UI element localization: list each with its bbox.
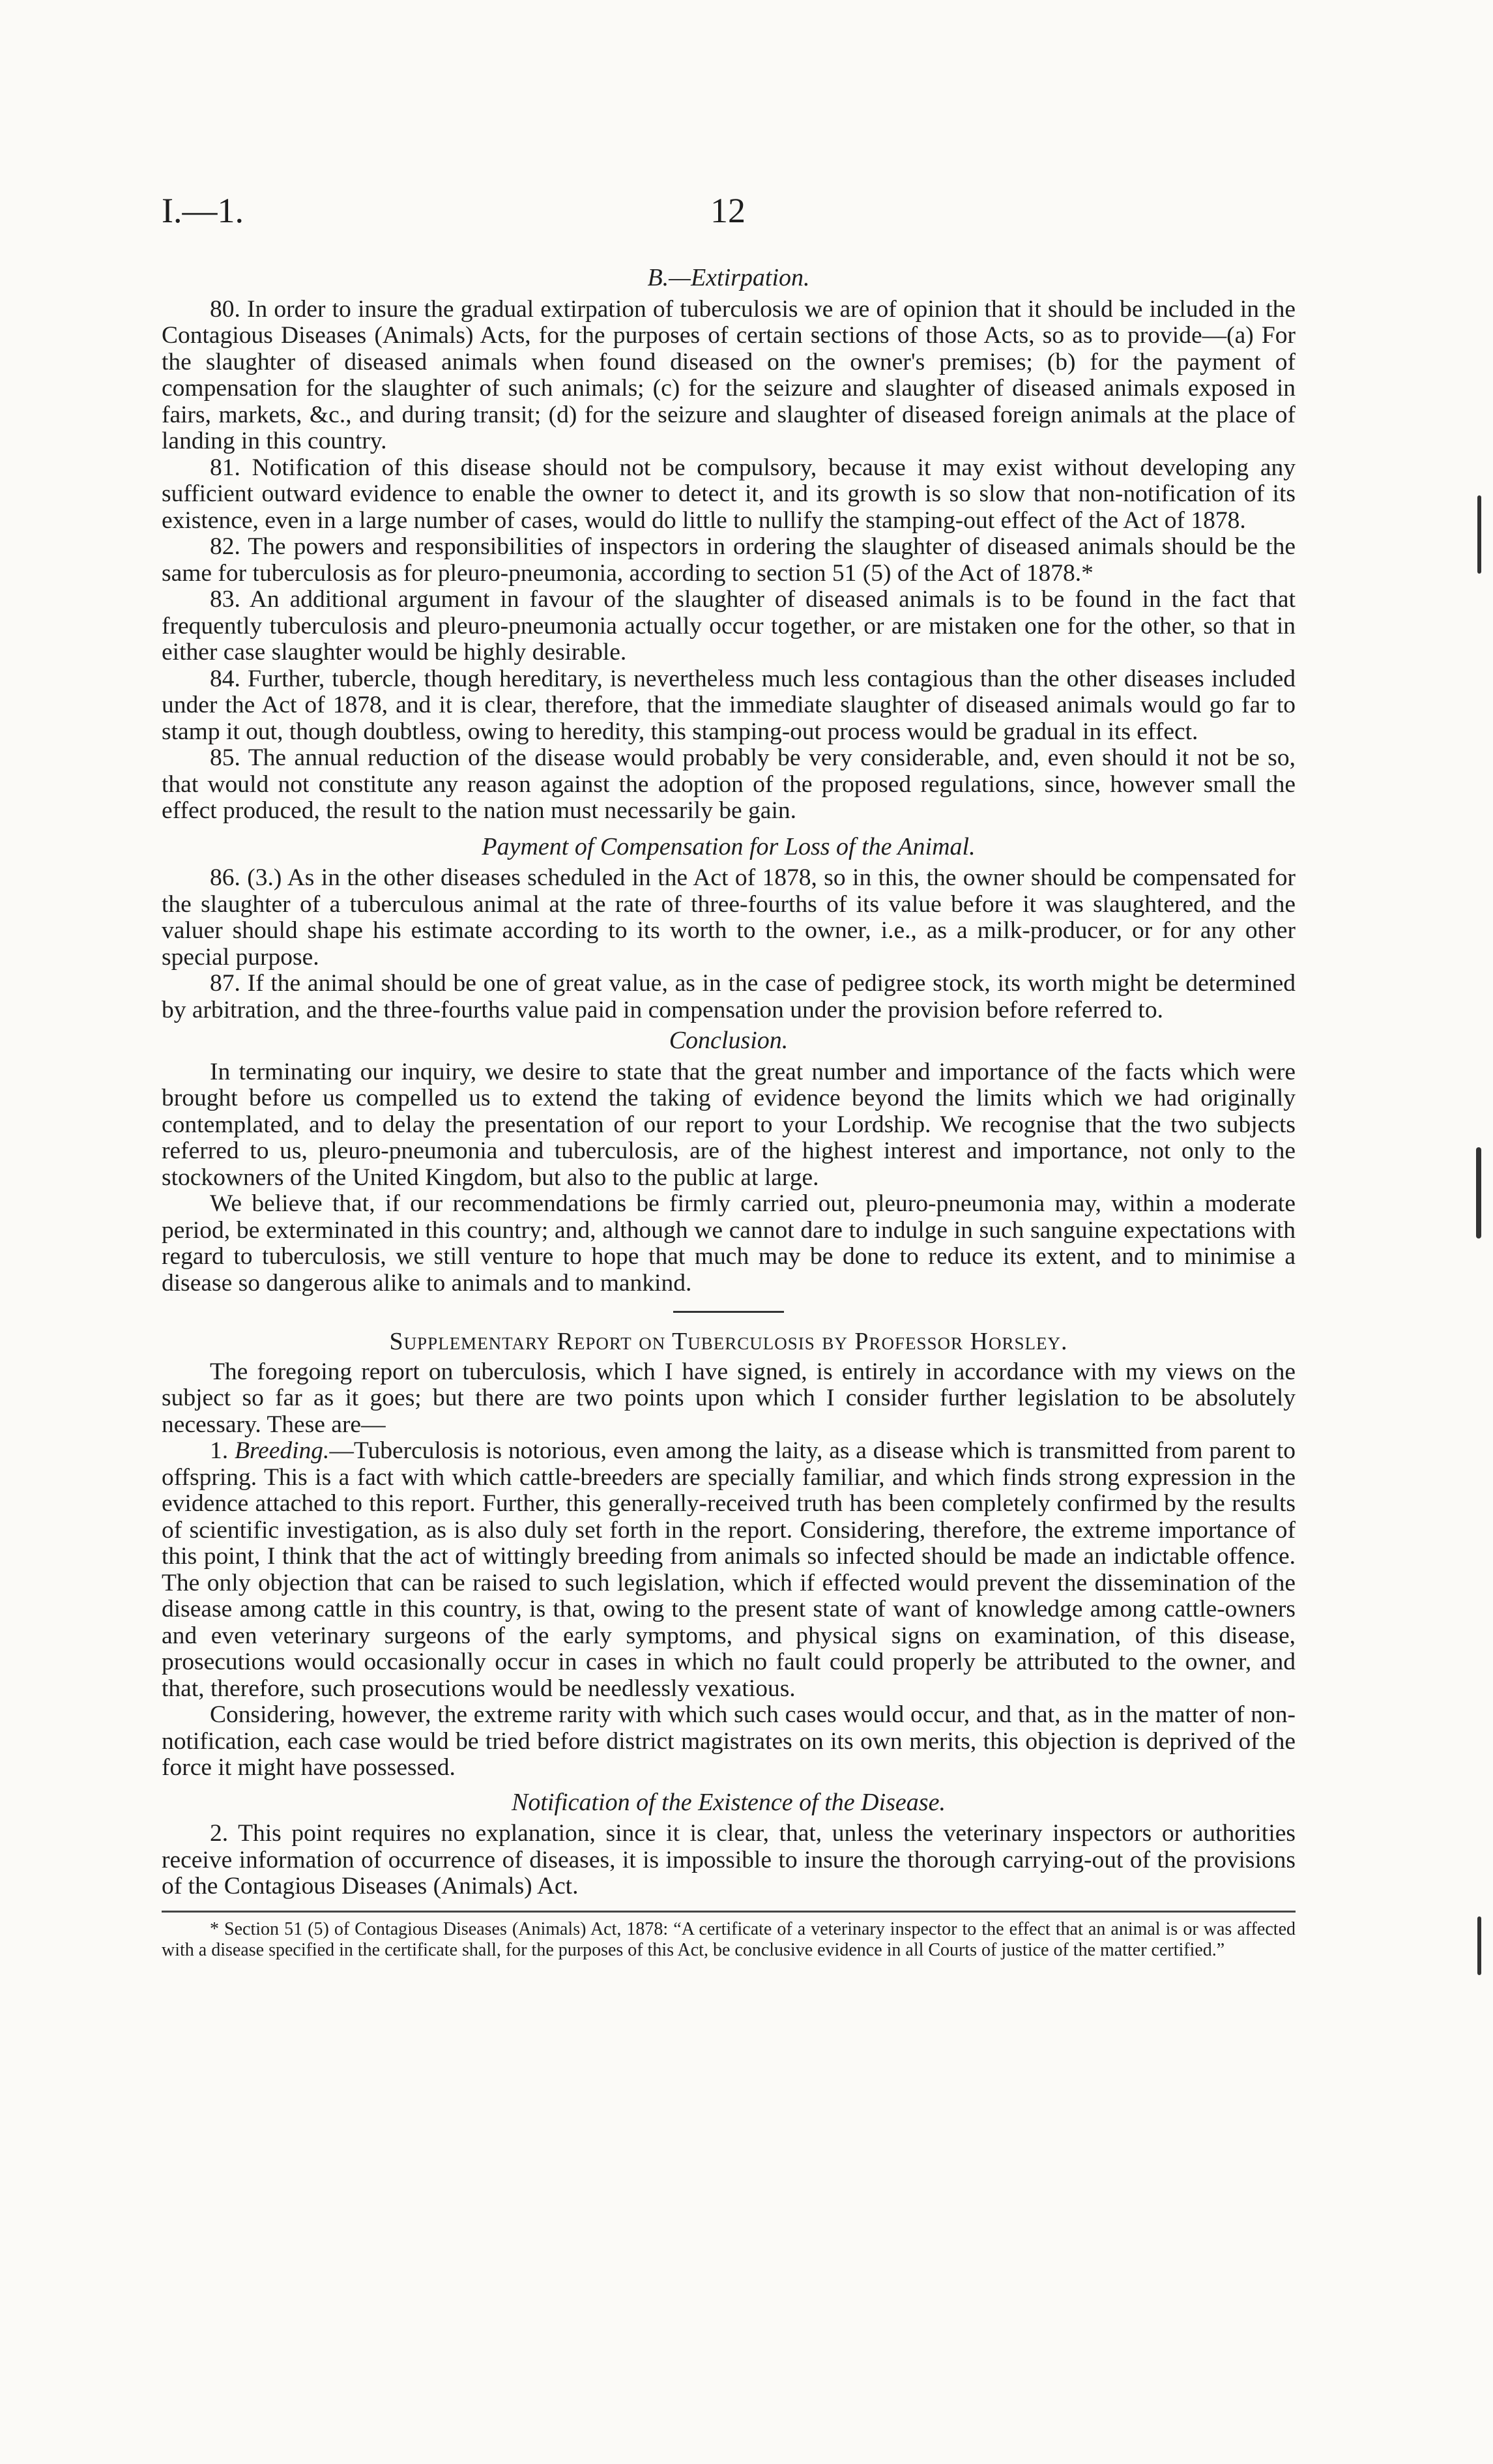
document-reference: I.—1. xyxy=(162,191,244,230)
breeding-label: Breeding. xyxy=(234,1437,330,1464)
conclusion-paragraph-1: In terminating our inquiry, we desire to state that the great number and importance of the facts which were brought before us compelled us to extend the taking of evidence beyond the limits which we had originally contemplated, and to delay the presentation of our report to your Lordship. We recognise that the two subjects referred to us, pleuro-pneumonia and tuberculosis, are of the highest interest and importance, not only to the stockowners of the United Kingdom, but also to the public at large. xyxy=(162,1058,1296,1191)
page-number: 12 xyxy=(710,191,746,230)
footnote-rule xyxy=(162,1911,1296,1913)
conclusion-paragraph-2: We believe that, if our recommendations be firmly carried out, pleuro-pneumonia may, within a moderate period, be exterminated in this country; and, although we cannot dare to indulge in such sanguine expectations with regard to tuberculosis, we still venture to hope that much may be done to reduce its extent, and to minimise a disease so dangerous alike to animals and to mankind. xyxy=(162,1190,1296,1297)
breeding-text: Tuberculosis is notorious, even among the laity, as a disease which is transmitted from parent to offspring. This is a fact with which cattle-breeders are specially familiar, and which finds strong expression in the evidence attached to this report. Further, this generally-received truth has been completely confirmed by the results of scientific investigation, as is also duly set forth in the report. Considering, therefore, the extreme importance of this point, I think that the act of wittingly breeding from animals so infected should be made an indictable offence. The only objection that can be raised to such legislation, which if effected would prevent the dissemination of the disease among cattle in this country, is that, owing to the present state of want of knowledge among cattle-owners and even veterinary surgeons of the early symptoms, and physical signs on examination, of this disease, prosecutions would occasionally occur in cases in which no fault could properly be attributed to the owner, and that, therefore, such prosecutions would be needlessly vexatious. xyxy=(162,1437,1296,1702)
paragraph-83: 83. An additional argument in favour of the slaughter of diseased animals is to be found in the fact that frequently tuberculosis and pleuro-pneumonia actually occur together, or are mistaken one for the other, so that in either case slaughter would be highly desirable. xyxy=(162,586,1296,666)
paragraph-87: 87. If the animal should be one of great value, as in the case of pedigree stock, its worth might be determined by arbitration, and the three-fourths value paid in compensation under the provision before referred to. xyxy=(162,970,1296,1023)
scan-edge-mark xyxy=(1477,1916,1481,1975)
section-heading-compensation: Payment of Compensation for Loss of the Animal. xyxy=(482,832,976,860)
section-heading-extirpation: B.—Extirpation. xyxy=(647,264,810,291)
scan-edge-mark xyxy=(1477,495,1481,574)
section-divider xyxy=(673,1311,784,1313)
breeding-paragraph: 1. Breeding.—Tuberculosis is notorious, even among the laity, as a disease which is transmitted from parent to offspring. This is a fact with which cattle-breeders are specially familiar, and which finds strong expression in the evidence attached to this report. Further, this generally-received truth has been completely confirmed by the results of scientific investigation, as is also duly set forth in the report. Considering, therefore, the extreme importance of this point, I think that the act of wittingly breeding from animals so infected should be made an indictable offence. The only objection that can be raised to such legislation, which if effected would prevent the dissemination of the disease among cattle in this country, is that, owing to the present state of want of knowledge among cattle-owners and even veterinary surgeons of the early symptoms, and physical signs on examination, of this disease, prosecutions would occasionally occur in cases in which no fault could properly be attributed to the owner, and that, therefore, such prosecutions would be needlessly vexatious. xyxy=(162,1437,1296,1702)
supplementary-intro-paragraph: The foregoing report on tuberculosis, which I have signed, is entirely in accordance with my views on the subject so far as it goes; but there are two points upon which I consider further legislation to be absolutely necessary. These are— xyxy=(162,1358,1296,1438)
section-heading-notification: Notification of the Existence of the Disease. xyxy=(512,1788,946,1816)
paragraph-84: 84. Further, tubercle, though hereditary, is nevertheless much less contagious than the other diseases included under the Act of 1878, and it is clear, therefore, that the immediate slaughter of diseased animals would go far to stamp it out, though doubtless, owing to heredity, this stamping-out process would be gradual in its effect. xyxy=(162,665,1296,745)
supplementary-report-heading: Supplementary Report on Tuberculosis by Professor Horsley. xyxy=(389,1328,1068,1355)
paragraph-82: 82. The powers and responsibilities of inspectors in ordering the slaughter of diseased animals should be the same for tuberculosis as for pleuro-pneumonia, according to section 51 (5) of the Act of 1878.* xyxy=(162,533,1296,587)
section-heading-conclusion: Conclusion. xyxy=(669,1027,789,1054)
paragraph-80: 80. In order to insure the gradual extirpation of tuberculosis we are of opinion that it should be included in the Contagious Diseases (Animals) Acts, for the purposes of certain sections of those Acts, so as to provide—(a) For the slaughter of diseased animals when found diseased on the owner's premises; (b) for the payment of compensation for the slaughter of such animals; (c) for the seizure and slaughter of diseased animals exposed in fairs, markets, &c., and during transit; (d) for the seizure and slaughter of diseased foreign animals at the place of landing in this country. xyxy=(162,295,1296,454)
footnote: * Section 51 (5) of Contagious Diseases (Animals) Act, 1878: “A certificate of a veterinary inspector to the effect that an animal is or was affected with a disease specified in the certificate shall, for the purposes of this Act, be conclusive evidence in all Courts of justice of the matter certified.” xyxy=(162,1918,1296,1960)
paragraph-81: 81. Notification of this disease should not be compulsory, because it may exist without developing any sufficient outward evidence to enable the owner to detect it, and its growth is so slow that non-notification of its existence, even in a large number of cases, would do little to nullify the stamping-out effect of the Act of 1878. xyxy=(162,454,1296,534)
paragraph-85: 85. The annual reduction of the disease would probably be very considerable, and, even should it not be so, that would not constitute any reason against the adoption of the proposed regulations, since, however small the effect produced, the result to the nation must necessarily be gain. xyxy=(162,744,1296,824)
paragraph-86: 86. (3.) As in the other diseases scheduled in the Act of 1878, so in this, the owner should be compensated for the slaughter of a tuberculous animal at the rate of three-fourths of its value before it was slaughtered, and the valuer should shape his estimate according to its worth to the owner, i.e., as a milk-producer, or for any other special purpose. xyxy=(162,864,1296,971)
breeding-number: 1. xyxy=(210,1437,235,1464)
considering-paragraph: Considering, however, the extreme rarity with which such cases would occur, and that, as in the matter of non-notification, each case would be tried before district magistrates on its own merits, this objection is deprived of the force it might have possessed. xyxy=(162,1701,1296,1781)
page-body xyxy=(162,261,1296,1961)
notification-paragraph: 2. This point requires no explanation, since it is clear, that, unless the veterinary inspectors or authorities receive information of occurrence of diseases, it is impossible to insure the thorough carrying-out of the provisions of the Contagious Diseases (Animals) Act. xyxy=(162,1820,1296,1899)
scan-edge-mark xyxy=(1476,1147,1481,1239)
